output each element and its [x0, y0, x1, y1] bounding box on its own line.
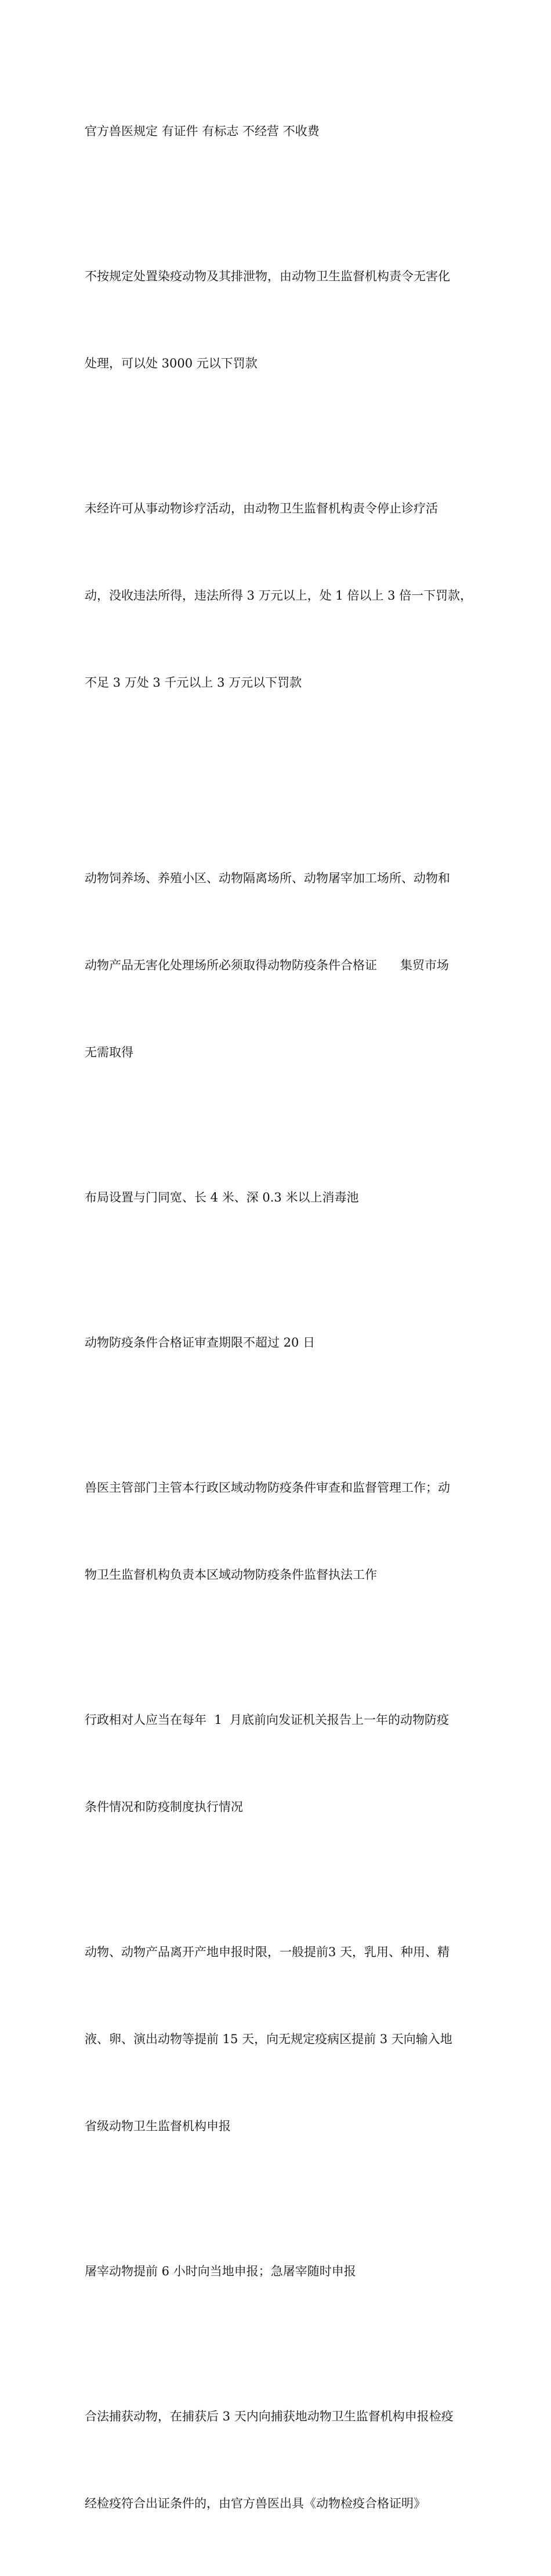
paragraph-infected-animals-penalty: [85, 204, 479, 436]
paragraph-captured-animals: [85, 2344, 479, 2576]
text-line: 行政相对人应当在每年 1 月底前向发证机关报告上一年的动物防疫: [85, 1713, 449, 1727]
text-line: 处理，可以处 3000 元以下罚款: [85, 356, 258, 370]
document-body: [85, 59, 479, 2576]
paragraph-vet-rules: [85, 59, 479, 204]
text-line: 动物防疫条件合格证审查期限不超过 20 日: [85, 1336, 316, 1350]
text-line: 未经许可从事动物诊疗活动，由动物卫生监督机构责令停止诊疗活: [85, 502, 438, 515]
paragraph-annual-report: [85, 1647, 479, 1879]
text-line: 不按规定处置染疫动物及其排泄物，由动物卫生监督机构责令无害化: [85, 269, 450, 283]
paragraph-slaughter-declaration: [85, 2199, 479, 2344]
paragraph-review-period: [85, 1270, 479, 1415]
text-line: 不足 3 万处 3 千元以上 3 万元以下罚款: [85, 676, 302, 690]
paragraph-epidemic-certificate: [85, 806, 479, 1125]
text-line: 屠宰动物提前 6 小时向当地申报；急屠宰随时申报: [85, 2264, 356, 2278]
text-line: 无需取得: [85, 1045, 133, 1059]
text-line: 物卫生监督机构负责本区域动物防疫条件监督执法工作: [85, 1568, 377, 1582]
paragraph-disinfection-pool: [85, 1125, 479, 1270]
blank-gap: [85, 755, 479, 806]
text-line: 动物饲养场、养殖小区、动物隔离场所、动物屠宰加工场所、动物和: [85, 871, 450, 885]
paragraph-unlicensed-clinic-penalty: [85, 436, 479, 755]
text-line: 兽医主管部门主管本行政区域动物防疫条件审查和监督管理工作；动: [85, 1481, 450, 1495]
text-line: 动物、动物产品离开产地申报时限，一般提前3 天，乳用、种用、精: [85, 1945, 450, 1959]
text-line: 合法捕获动物，在捕获后 3 天内向捕获地动物卫生监督机构申报检疫: [85, 2409, 454, 2423]
text-line: 经检疫符合出证条件的，由官方兽医出具《动物检疫合格证明》: [85, 2496, 426, 2510]
text-line: 官方兽医规定 有证件 有标志 不经营 不收费: [85, 124, 320, 138]
text-line: 布局设置与门同宽、长 4 米、深 0.3 米以上消毒池: [85, 1190, 359, 1204]
text-line: 动，没收违法所得，违法所得 3 万元以上，处 1 倍以上 3 倍一下罚款，: [85, 589, 473, 602]
text-line: 液、卵、演出动物等提前 15 天，向无规定疫病区提前 3 天向输入地: [85, 2032, 452, 2046]
text-line: 条件情况和防疫制度执行情况: [85, 1800, 243, 1814]
paragraph-supervision-duties: [85, 1415, 479, 1647]
text-line: 省级动物卫生监督机构申报: [85, 2119, 231, 2133]
paragraph-declaration-deadlines: [85, 1879, 479, 2199]
text-line: 动物产品无害化处理场所必须取得动物防疫条件合格证 集贸市场: [85, 958, 449, 972]
